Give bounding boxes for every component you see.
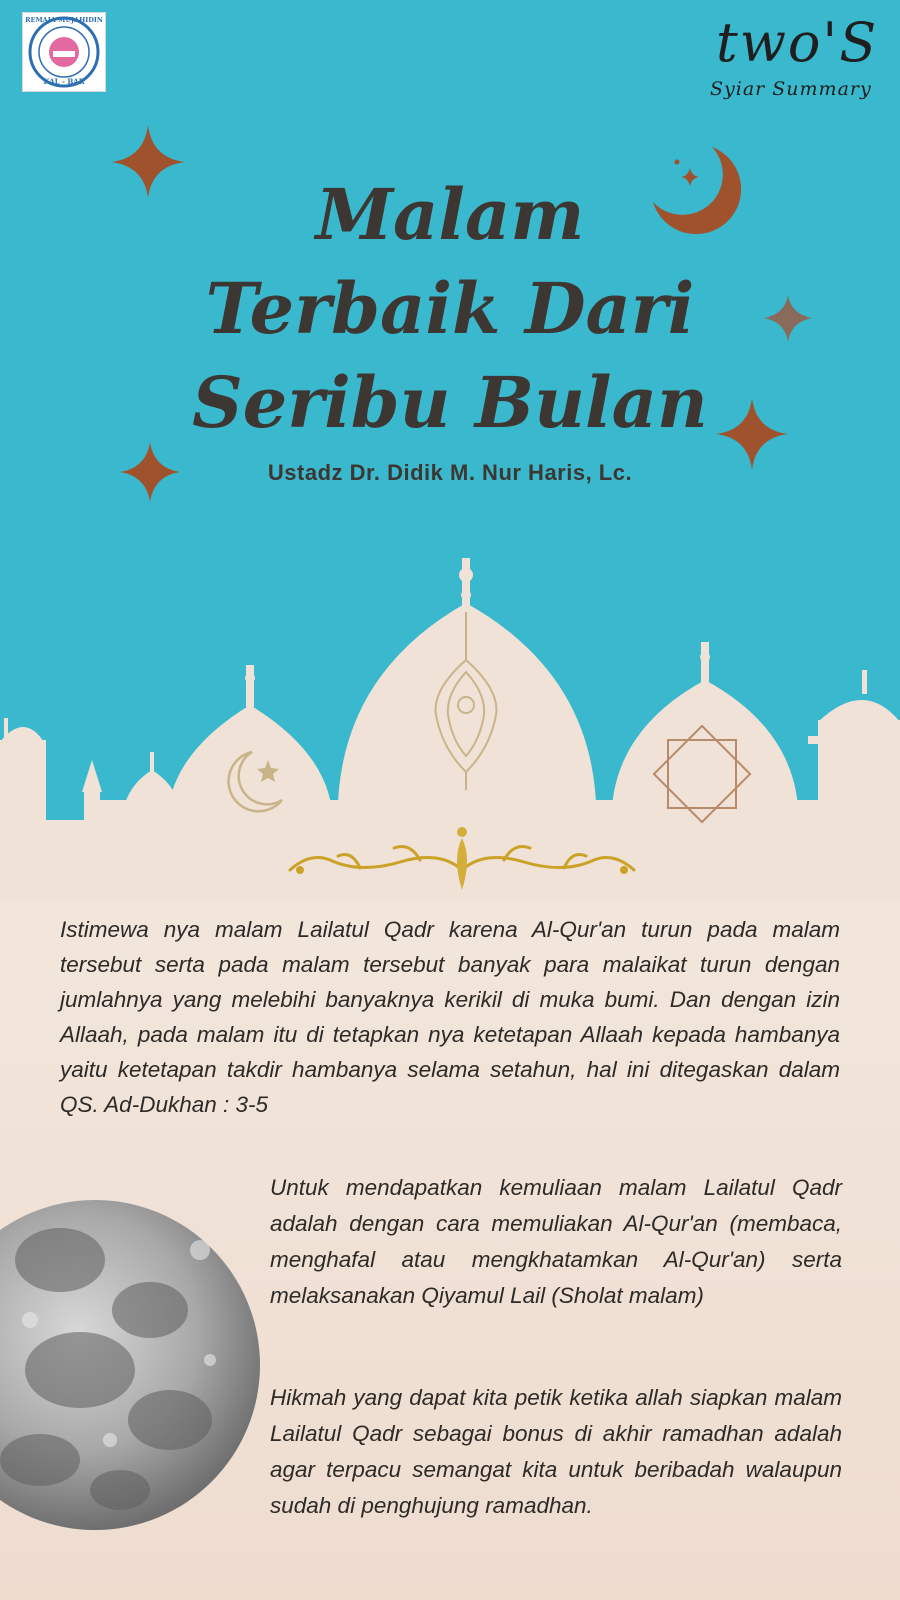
intro-paragraph: Istimewa nya malam Lailatul Qadr karena Al-Qur'an turun pada malam tersebut serta pada malam tersebut banyak para malaikat turun dengan jumlahnya yang melebihi banyaknya kerikil di muka bumi. Dan dengan izin Allaah, pada malam itu di tetapkan nya ketetapan Allaah kepada hambanya yaitu ketetapan takdir hambanya selama setahun, hal ini ditegaskan dalam QS. Ad-Dukhan : 3-5 (60, 917, 840, 1117)
how-to-paragraph: Untuk mendapatkan kemuliaan malam Lailatul Qadr adalah dengan cara memuliakan Al-Qur'an (membaca, menghafal atau mengkhatamkan Al-Qur'an) serta melaksanakan Qiyamul Lail (Sholat malam) (270, 1175, 842, 1308)
title-line-1: Malam (315, 173, 585, 256)
title-line-3: Seribu Bulan (192, 361, 708, 444)
speaker-name: Ustadz Dr. Didik M. Nur Haris, Lc. (267, 460, 633, 485)
wisdom-paragraph: Hikmah yang dapat kita petik ketika allah siapkan malam Lailatul Qadr sebagai bonus di akhir ramadhan adalah agar terpacu semangat kita untuk beribadah walaupun sudah di penghujung ramadhan. (270, 1385, 842, 1518)
title-line-2: Terbaik Dari (205, 267, 695, 350)
brand-tagline: Syiar Summary (710, 78, 872, 100)
brand-name: two'S (716, 11, 879, 74)
logo-bottom-text: KAL - BAR (43, 77, 85, 86)
brand-mark (708, 12, 888, 112)
logo-top-text: REMAJA MUJAHIDIN (25, 16, 103, 24)
remaja-mujahidin-logo (22, 12, 106, 92)
page-title (150, 168, 750, 450)
